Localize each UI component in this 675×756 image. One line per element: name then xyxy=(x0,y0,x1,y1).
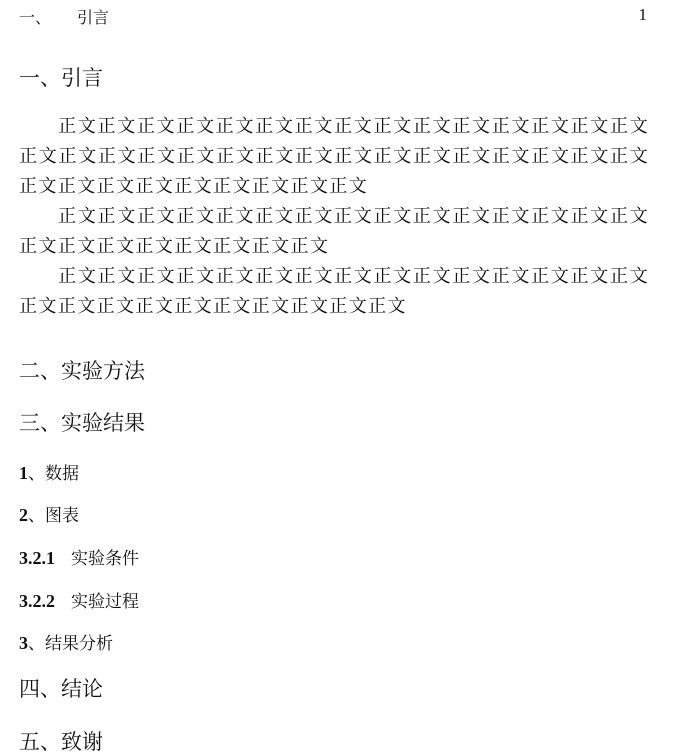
subheading-number: 3.2.2 xyxy=(19,591,55,611)
subheading-number: 2 xyxy=(19,505,28,525)
heading-results: 三、实验结果 xyxy=(19,411,145,435)
subheading-analysis xyxy=(19,632,113,655)
heading-acknowledgements: 五、致谢 xyxy=(19,730,103,754)
running-title xyxy=(19,5,109,28)
running-section-title: 引言 xyxy=(77,8,110,27)
heading-conclusion: 四、结论 xyxy=(19,677,103,701)
heading-introduction: 一、引言 xyxy=(19,66,103,90)
subheading-title: 、图表 xyxy=(28,506,79,526)
subheading-figures xyxy=(19,504,79,527)
paragraph: 正文正文正文正文正文正文正文正文正文正文正文正文正文正文正文正文正文正文正文正文正文正文正文正文正文 xyxy=(19,266,649,317)
subheading-data xyxy=(19,462,79,485)
subheading-number: 3 xyxy=(19,633,28,653)
subsubheading-process xyxy=(19,590,139,613)
running-header xyxy=(19,5,647,27)
subheading-number: 1 xyxy=(19,463,28,483)
subheading-title: 、数据 xyxy=(28,464,79,484)
paragraph: 正文正文正文正文正文正文正文正文正文正文正文正文正文正文正文正文正文正文正文正文正文正文正文正文正文正文正文正文正文正文正文正文正文正文正文正文正文正文正文正文 xyxy=(19,116,649,197)
subheading-title: 实验过程 xyxy=(71,592,139,612)
subsubheading-conditions xyxy=(19,547,139,570)
subheading-title: 实验条件 xyxy=(71,549,139,569)
page-number: 1 xyxy=(638,5,647,24)
subheading-number: 3.2.1 xyxy=(19,548,55,568)
subheading-title: 、结果分析 xyxy=(28,634,113,654)
paragraph: 正文正文正文正文正文正文正文正文正文正文正文正文正文正文正文正文正文正文正文正文正文正文正文 xyxy=(19,206,649,257)
heading-methods: 二、实验方法 xyxy=(19,359,145,383)
running-section-number: 一、 xyxy=(19,8,52,27)
